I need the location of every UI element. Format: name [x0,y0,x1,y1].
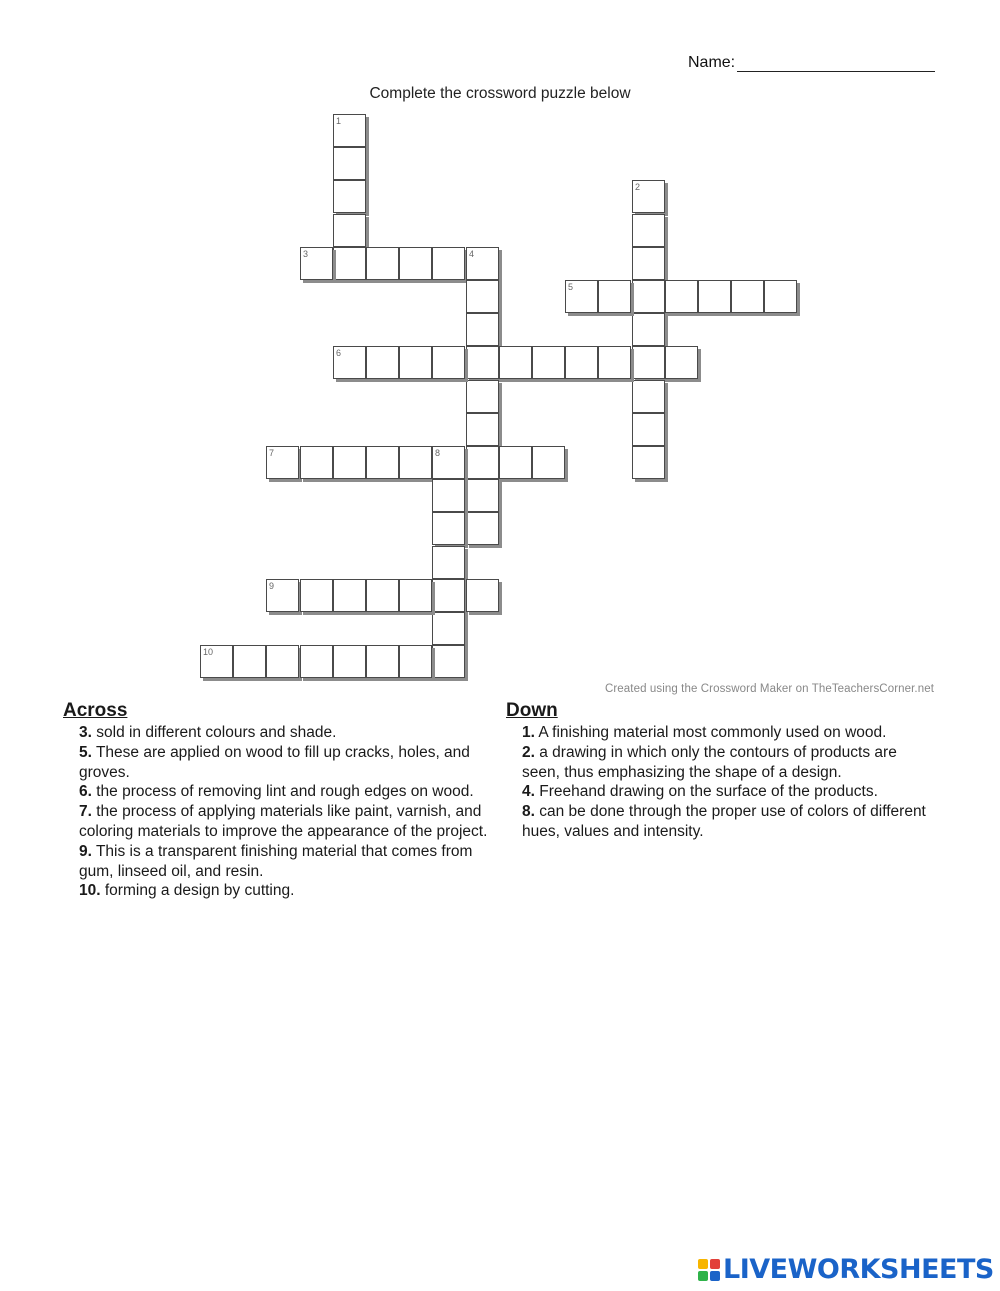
crossword-letter-input[interactable] [267,580,298,611]
crossword-cell[interactable] [466,446,499,479]
crossword-letter-input[interactable] [433,613,464,644]
crossword-letter-input[interactable] [334,115,365,146]
crossword-cell[interactable] [300,247,333,280]
crossword-cell[interactable] [300,579,333,612]
crossword-letter-input[interactable] [301,447,332,478]
crossword-letter-input[interactable] [633,181,664,212]
down-clue: 1. A finishing material most commonly used on wood. [522,724,887,741]
crossword-cell[interactable] [698,280,731,313]
crossword-letter-input[interactable] [500,347,531,378]
across-clue: 10. forming a design by cutting. [79,882,295,900]
logo-square [710,1259,720,1269]
logo-square [698,1259,708,1269]
crossword-cell[interactable] [333,579,366,612]
crossword-cell[interactable] [300,446,333,479]
crossword-cell[interactable] [432,479,465,512]
clue-number: 1 [336,116,342,126]
crossword-letter-input[interactable] [301,580,332,611]
crossword-letter-input[interactable] [433,513,464,544]
crossword-letter-input[interactable] [566,281,597,312]
crossword-cell[interactable] [399,446,432,479]
across-clue: 9. This is a transparent finishing material that comes from gum, linseed oil, and resin. [79,842,473,880]
logo-mark-icon [698,1259,720,1281]
crossword-cell[interactable] [665,280,698,313]
crossword-cell[interactable] [266,446,299,479]
down-heading: Down [506,700,558,721]
clue-number: 2 [635,182,641,192]
crossword-letter-input[interactable] [633,215,664,246]
crossword-letter-input[interactable] [334,148,365,179]
crossword-cell[interactable] [233,645,266,678]
crossword-letter-input[interactable] [234,646,265,677]
across-heading: Across [63,700,128,721]
crossword-letter-input[interactable] [666,347,697,378]
crossword-cell[interactable] [731,280,764,313]
crossword-cell[interactable] [466,247,499,280]
crossword-letter-input[interactable] [666,281,697,312]
crossword-cell[interactable] [466,479,499,512]
crossword-cell[interactable] [466,313,499,346]
crossword-cell[interactable] [665,346,698,379]
down-clue: 8. can be done through the proper use of colors of different hues, values and intensity. [522,803,926,840]
crossword-letter-input[interactable] [367,248,398,279]
crossword-letter-input[interactable] [301,646,332,677]
crossword-letter-input[interactable] [633,381,664,412]
crossword-letter-input[interactable] [467,281,498,312]
crossword-cell[interactable] [333,147,366,180]
crossword-letter-input[interactable] [633,414,664,445]
crossword-cell[interactable] [598,346,631,379]
crossword-cell[interactable] [632,247,665,280]
crossword-letter-input[interactable] [334,646,365,677]
crossword-cell[interactable] [565,346,598,379]
clue-number: 6 [336,348,342,358]
crossword-letter-input[interactable] [433,580,464,611]
down-clue: 4. Freehand drawing on the surface of the products. [522,783,878,801]
crossword-cell[interactable] [366,346,399,379]
crossword-letter-input[interactable] [433,248,464,279]
crossword-letter-input[interactable] [732,281,763,312]
crossword-cell[interactable] [432,546,465,579]
instructions: Complete the crossword puzzle below [369,85,631,102]
crossword-cell[interactable] [333,346,366,379]
crossword-cell[interactable] [466,512,499,545]
crossword-letter-input[interactable] [433,447,464,478]
crossword-letter-input[interactable] [533,347,564,378]
crossword-letter-input[interactable] [400,646,431,677]
crossword-letter-input[interactable] [699,281,730,312]
crossword-cell[interactable] [432,446,465,479]
crossword-letter-input[interactable] [433,347,464,378]
clue-number: 5 [568,282,574,292]
crossword-cell[interactable] [432,346,465,379]
crossword-cell[interactable] [466,280,499,313]
crossword-cell[interactable] [333,114,366,147]
credit-line: Created using the Crossword Maker on TheTeachersCorner.net [604,683,934,695]
crossword-cell[interactable] [432,247,465,280]
crossword-cell[interactable] [399,247,432,280]
crossword-cell[interactable] [399,346,432,379]
across-clues [63,700,493,901]
crossword-letter-input[interactable] [400,248,431,279]
crossword-cell[interactable] [432,512,465,545]
crossword-letter-input[interactable] [467,381,498,412]
crossword-letter-input[interactable] [334,347,365,378]
crossword-cell[interactable] [333,180,366,213]
crossword-letter-input[interactable] [367,580,398,611]
crossword-letter-input[interactable] [267,646,298,677]
crossword-letter-input[interactable] [467,248,498,279]
crossword-cell[interactable] [266,579,299,612]
crossword-letter-input[interactable] [500,447,531,478]
crossword-cell[interactable] [399,645,432,678]
crossword-letter-input[interactable] [467,314,498,345]
crossword-letter-input[interactable] [467,580,498,611]
crossword-letter-input[interactable] [633,248,664,279]
crossword-letter-input[interactable] [367,646,398,677]
crossword-letter-input[interactable] [765,281,796,312]
crossword-cell[interactable] [432,579,465,612]
crossword-letter-input[interactable] [467,414,498,445]
crossword-letter-input[interactable] [467,480,498,511]
crossword-cell[interactable] [598,280,631,313]
crossword-cell[interactable] [466,579,499,612]
crossword-cell[interactable] [499,346,532,379]
crossword-letter-input[interactable] [467,347,498,378]
crossword-cell[interactable] [532,446,565,479]
crossword-cell[interactable] [333,446,366,479]
crossword-letter-input[interactable] [533,447,564,478]
crossword-letter-input[interactable] [433,480,464,511]
crossword-letter-input[interactable] [334,181,365,212]
crossword-letter-input[interactable] [433,646,464,677]
logo-text: LIVEWORKSHEETS [723,1254,994,1285]
crossword-cell[interactable] [565,280,598,313]
crossword-letter-input[interactable] [467,513,498,544]
crossword-letter-input[interactable] [433,547,464,578]
crossword-cell[interactable] [632,346,665,379]
crossword-cell[interactable] [632,446,665,479]
crossword-letter-input[interactable] [633,347,664,378]
clue-number: 9 [269,581,275,591]
crossword-cell[interactable] [499,446,532,479]
crossword-cell[interactable] [632,380,665,413]
crossword-cell[interactable] [333,214,366,247]
clue-number: 7 [269,448,275,458]
crossword-letter-input[interactable] [599,281,630,312]
crossword-cell[interactable] [366,247,399,280]
crossword-cell[interactable] [632,214,665,247]
crossword-letter-input[interactable] [467,447,498,478]
crossword-letter-input[interactable] [267,447,298,478]
crossword-letter-input[interactable] [201,646,232,677]
crossword-letter-input[interactable] [367,347,398,378]
crossword-cell[interactable] [200,645,233,678]
across-clue: 5. These are applied on wood to fill up cracks, holes, and groves. [79,743,470,781]
clue-number: 10 [203,647,214,657]
crossword-letter-input[interactable] [334,215,365,246]
logo-square [710,1271,720,1281]
crossword-cell[interactable] [466,346,499,379]
clue-number: 4 [469,249,475,259]
clue-number: 3 [303,249,309,259]
crossword-letter-input[interactable] [400,580,431,611]
down-clue: 2. a drawing in which only the contours of products are seen, thus emphasizing the shape of a design. [522,743,897,781]
crossword-cell[interactable] [399,579,432,612]
crossword-cell[interactable] [466,413,499,446]
crossword-letter-input[interactable] [633,281,664,312]
crossword-letter-input[interactable] [334,248,365,279]
crossword-cell[interactable] [333,645,366,678]
crossword-letter-input[interactable] [334,447,365,478]
crossword-letter-input[interactable] [633,447,664,478]
crossword-letter-input[interactable] [367,447,398,478]
across-clue: 3. sold in different colours and shade. [79,724,337,741]
across-clue: 7. the process of applying materials like paint, varnish, and coloring materials to improve the appearance of the project. [79,803,488,840]
crossword-letter-input[interactable] [334,580,365,611]
name-label: Name: [688,54,736,71]
crossword-cell[interactable] [632,280,665,313]
crossword-cell[interactable] [366,645,399,678]
crossword-cell[interactable] [632,413,665,446]
crossword-cell[interactable] [632,313,665,346]
crossword-cell[interactable] [432,645,465,678]
crossword-cell[interactable] [764,280,797,313]
crossword-letter-input[interactable] [301,248,332,279]
crossword-cell[interactable] [366,446,399,479]
crossword-letter-input[interactable] [400,447,431,478]
crossword-cell[interactable] [333,247,366,280]
crossword-letter-input[interactable] [633,314,664,345]
crossword-cell[interactable] [366,579,399,612]
crossword-cell[interactable] [532,346,565,379]
crossword-cell[interactable] [300,645,333,678]
crossword-cell[interactable] [432,612,465,645]
crossword-letter-input[interactable] [599,347,630,378]
clue-number: 8 [435,448,441,458]
logo-square [698,1271,708,1281]
crossword-letter-input[interactable] [400,347,431,378]
crossword-cell[interactable] [266,645,299,678]
crossword-letter-input[interactable] [566,347,597,378]
liveworksheets-logo [698,1254,994,1285]
down-clues [506,700,936,842]
crossword-cell[interactable] [466,380,499,413]
crossword-cell[interactable] [632,180,665,213]
across-clue: 6. the process of removing lint and rough edges on wood. [79,783,474,801]
